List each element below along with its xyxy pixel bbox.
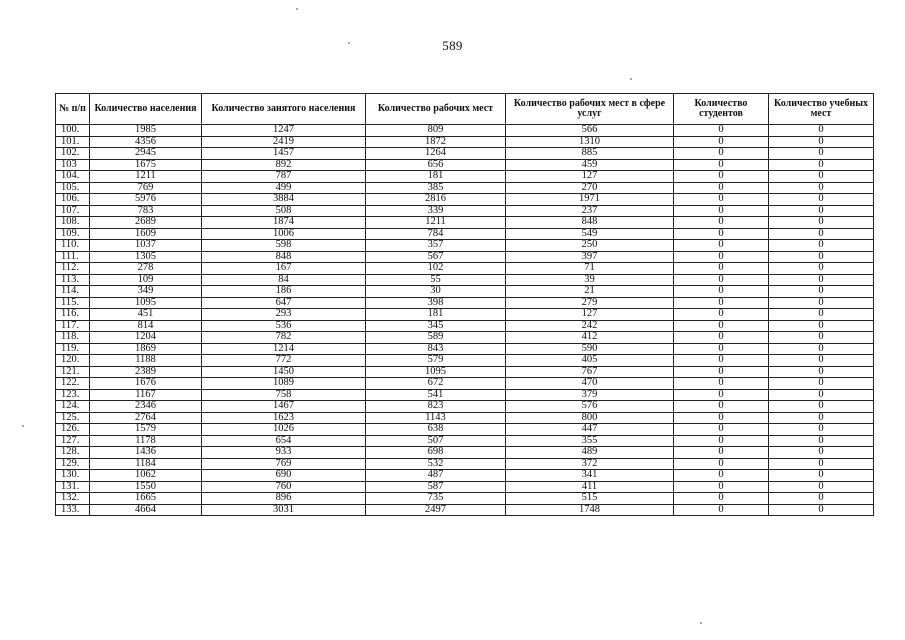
table-row: [56, 424, 874, 436]
row-number-cell: 106.: [56, 194, 90, 206]
row-number-cell: 125.: [56, 412, 90, 424]
scan-speck: [348, 42, 350, 44]
table-row: [56, 332, 874, 344]
table-cell: 0: [769, 320, 874, 332]
row-number-cell: 119.: [56, 343, 90, 355]
table-cell: 590: [506, 343, 674, 355]
table-cell: 0: [769, 343, 874, 355]
table-cell: 1095: [90, 297, 202, 309]
table-cell: 0: [674, 297, 769, 309]
table-cell: 783: [90, 205, 202, 217]
table-cell: 489: [506, 447, 674, 459]
row-number-cell: 126.: [56, 424, 90, 436]
row-number-cell: 115.: [56, 297, 90, 309]
table-cell: 0: [769, 401, 874, 413]
table-cell: 598: [202, 240, 366, 252]
table-cell: 0: [674, 504, 769, 516]
table-cell: 782: [202, 332, 366, 344]
table-cell: 698: [366, 447, 506, 459]
table-cell: 0: [769, 493, 874, 505]
row-number-cell: 111.: [56, 251, 90, 263]
table-cell: 385: [366, 182, 506, 194]
table-cell: 167: [202, 263, 366, 275]
table-cell: 0: [674, 481, 769, 493]
table-row: [56, 389, 874, 401]
table-cell: 2419: [202, 136, 366, 148]
table-cell: 1748: [506, 504, 674, 516]
table-cell: 39: [506, 274, 674, 286]
table-cell: 0: [674, 217, 769, 229]
table-cell: 1467: [202, 401, 366, 413]
table-cell: 0: [769, 217, 874, 229]
table-cell: 0: [769, 251, 874, 263]
row-number-cell: 120.: [56, 355, 90, 367]
table-cell: 0: [674, 309, 769, 321]
scan-speck: [22, 425, 24, 427]
table-cell: 102: [366, 263, 506, 275]
row-number-cell: 123.: [56, 389, 90, 401]
table-cell: 84: [202, 274, 366, 286]
table-cell: 0: [769, 263, 874, 275]
table-row: [56, 412, 874, 424]
table-cell: 2346: [90, 401, 202, 413]
page-number: 589: [442, 38, 463, 53]
table-cell: 896: [202, 493, 366, 505]
table-cell: 0: [769, 366, 874, 378]
table-row: [56, 366, 874, 378]
row-number-cell: 129.: [56, 458, 90, 470]
table-cell: 1872: [366, 136, 506, 148]
table-row: [56, 504, 874, 516]
table-cell: 109: [90, 274, 202, 286]
table-cell: 2389: [90, 366, 202, 378]
table-cell: 0: [769, 481, 874, 493]
table-cell: 0: [674, 412, 769, 424]
table-cell: 638: [366, 424, 506, 436]
table-cell: 589: [366, 332, 506, 344]
row-number-cell: 110.: [56, 240, 90, 252]
table-cell: 0: [769, 389, 874, 401]
table-cell: 885: [506, 148, 674, 160]
table-cell: 71: [506, 263, 674, 275]
table-cell: 278: [90, 263, 202, 275]
table-cell: 0: [769, 136, 874, 148]
table-cell: 515: [506, 493, 674, 505]
table-cell: 242: [506, 320, 674, 332]
row-number-cell: 112.: [56, 263, 90, 275]
data-table: [55, 93, 874, 516]
table-cell: 541: [366, 389, 506, 401]
table-row: [56, 435, 874, 447]
table-cell: 2945: [90, 148, 202, 160]
table-cell: 0: [674, 470, 769, 482]
table-cell: 892: [202, 159, 366, 171]
table-cell: 1436: [90, 447, 202, 459]
column-header: Количество населения: [90, 94, 202, 125]
table-cell: 250: [506, 240, 674, 252]
table-cell: 0: [769, 159, 874, 171]
table-cell: 0: [769, 205, 874, 217]
table-row: [56, 217, 874, 229]
table-cell: 672: [366, 378, 506, 390]
table-cell: 0: [674, 251, 769, 263]
table-cell: 1178: [90, 435, 202, 447]
table-cell: 654: [202, 435, 366, 447]
table-cell: 181: [366, 309, 506, 321]
table-cell: 357: [366, 240, 506, 252]
table-cell: 0: [674, 320, 769, 332]
table-cell: 459: [506, 159, 674, 171]
table-cell: 567: [366, 251, 506, 263]
table-cell: 1167: [90, 389, 202, 401]
table-row: [56, 205, 874, 217]
table-cell: 411: [506, 481, 674, 493]
table-cell: 237: [506, 205, 674, 217]
table-cell: 293: [202, 309, 366, 321]
table-cell: 127: [506, 171, 674, 183]
table-cell: 0: [674, 355, 769, 367]
table-cell: 566: [506, 125, 674, 137]
table-cell: 508: [202, 205, 366, 217]
table-cell: 532: [366, 458, 506, 470]
table-row: [56, 182, 874, 194]
table-row: [56, 194, 874, 206]
table-cell: 549: [506, 228, 674, 240]
table-cell: 536: [202, 320, 366, 332]
table-cell: 576: [506, 401, 674, 413]
table-cell: 823: [366, 401, 506, 413]
table-cell: 0: [769, 194, 874, 206]
table-cell: 1037: [90, 240, 202, 252]
row-number-cell: 113.: [56, 274, 90, 286]
table-cell: 0: [674, 274, 769, 286]
table-cell: 451: [90, 309, 202, 321]
table-cell: 181: [366, 171, 506, 183]
table-cell: 0: [674, 171, 769, 183]
row-number-cell: 108.: [56, 217, 90, 229]
scan-speck: [296, 8, 298, 10]
table-row: [56, 297, 874, 309]
table-cell: 0: [769, 458, 874, 470]
table-row: [56, 355, 874, 367]
column-header: Количество студентов: [674, 94, 769, 125]
table-cell: 127: [506, 309, 674, 321]
table-cell: 30: [366, 286, 506, 298]
table-cell: 0: [674, 148, 769, 160]
table-cell: 0: [769, 378, 874, 390]
table-cell: 470: [506, 378, 674, 390]
table-cell: 0: [674, 263, 769, 275]
table-row: [56, 263, 874, 275]
table-row: [56, 343, 874, 355]
table-cell: 2816: [366, 194, 506, 206]
table-cell: 0: [769, 228, 874, 240]
table-cell: 647: [202, 297, 366, 309]
table-cell: 579: [366, 355, 506, 367]
table-cell: 3031: [202, 504, 366, 516]
table-cell: 0: [769, 435, 874, 447]
table-row: [56, 159, 874, 171]
table-cell: 0: [674, 136, 769, 148]
table-row: [56, 493, 874, 505]
table-row: [56, 378, 874, 390]
table-cell: 772: [202, 355, 366, 367]
column-header: Количество рабочих мест: [366, 94, 506, 125]
table-cell: 1184: [90, 458, 202, 470]
table-cell: 21: [506, 286, 674, 298]
table-cell: 1310: [506, 136, 674, 148]
table-row: [56, 228, 874, 240]
table-cell: 0: [674, 286, 769, 298]
table-cell: 1305: [90, 251, 202, 263]
table-cell: 0: [769, 504, 874, 516]
table-cell: 270: [506, 182, 674, 194]
table-cell: 690: [202, 470, 366, 482]
table-cell: 1062: [90, 470, 202, 482]
table-cell: 0: [674, 458, 769, 470]
row-number-cell: 100.: [56, 125, 90, 137]
table-cell: 0: [674, 205, 769, 217]
table-cell: 800: [506, 412, 674, 424]
table-row: [56, 251, 874, 263]
table-cell: 758: [202, 389, 366, 401]
table-cell: 186: [202, 286, 366, 298]
table-cell: 0: [674, 194, 769, 206]
table-cell: 769: [90, 182, 202, 194]
table-row: [56, 481, 874, 493]
table-cell: 1095: [366, 366, 506, 378]
table-cell: 809: [366, 125, 506, 137]
table-cell: 349: [90, 286, 202, 298]
table-cell: 345: [366, 320, 506, 332]
table-cell: 0: [674, 493, 769, 505]
table-cell: 4356: [90, 136, 202, 148]
table-row: [56, 286, 874, 298]
table-row: [56, 136, 874, 148]
table-cell: 1211: [90, 171, 202, 183]
row-number-cell: 128.: [56, 447, 90, 459]
table-cell: 0: [769, 182, 874, 194]
table-cell: 1675: [90, 159, 202, 171]
table-cell: 767: [506, 366, 674, 378]
table-cell: 760: [202, 481, 366, 493]
table-cell: 0: [674, 182, 769, 194]
table-cell: 0: [674, 228, 769, 240]
table-cell: 1006: [202, 228, 366, 240]
row-number-cell: 130.: [56, 470, 90, 482]
table-cell: 1143: [366, 412, 506, 424]
table-row: [56, 320, 874, 332]
table-cell: 0: [674, 447, 769, 459]
row-number-cell: 118.: [56, 332, 90, 344]
table-cell: 0: [674, 424, 769, 436]
table-cell: 1211: [366, 217, 506, 229]
table-cell: 1665: [90, 493, 202, 505]
table-cell: 1874: [202, 217, 366, 229]
table-body: [56, 125, 874, 516]
table-cell: 0: [769, 286, 874, 298]
table-cell: 4664: [90, 504, 202, 516]
table-cell: 405: [506, 355, 674, 367]
table-row: [56, 148, 874, 160]
table-cell: 0: [769, 240, 874, 252]
table-cell: 1214: [202, 343, 366, 355]
table-cell: 787: [202, 171, 366, 183]
table-cell: 1450: [202, 366, 366, 378]
table-cell: 933: [202, 447, 366, 459]
table-cell: 814: [90, 320, 202, 332]
table-cell: 0: [769, 171, 874, 183]
row-number-cell: 127.: [56, 435, 90, 447]
table-cell: 0: [674, 240, 769, 252]
table-cell: 1623: [202, 412, 366, 424]
table-cell: 372: [506, 458, 674, 470]
row-number-cell: 132.: [56, 493, 90, 505]
table-cell: 447: [506, 424, 674, 436]
header-row: [56, 94, 874, 125]
table-cell: 55: [366, 274, 506, 286]
table-row: [56, 458, 874, 470]
table-cell: 1985: [90, 125, 202, 137]
row-number-cell: 102.: [56, 148, 90, 160]
table-cell: 0: [769, 148, 874, 160]
table-row: [56, 447, 874, 459]
table-cell: 0: [674, 125, 769, 137]
column-header: Количество занятого населения: [202, 94, 366, 125]
row-number-cell: 133.: [56, 504, 90, 516]
table-cell: 1676: [90, 378, 202, 390]
table-cell: 499: [202, 182, 366, 194]
table-cell: 1204: [90, 332, 202, 344]
table-cell: 784: [366, 228, 506, 240]
row-number-cell: 117.: [56, 320, 90, 332]
table-cell: 656: [366, 159, 506, 171]
row-number-cell: 131.: [56, 481, 90, 493]
scan-speck: [700, 622, 702, 624]
table-cell: 843: [366, 343, 506, 355]
table-cell: 1550: [90, 481, 202, 493]
table-cell: 0: [674, 343, 769, 355]
table-row: [56, 470, 874, 482]
table-row: [56, 240, 874, 252]
table-cell: 0: [674, 366, 769, 378]
table-cell: 735: [366, 493, 506, 505]
table-cell: 1869: [90, 343, 202, 355]
table-row: [56, 125, 874, 137]
table-row: [56, 309, 874, 321]
table-cell: 379: [506, 389, 674, 401]
table-cell: 412: [506, 332, 674, 344]
table-cell: 1264: [366, 148, 506, 160]
row-number-cell: 116.: [56, 309, 90, 321]
row-number-cell: 105.: [56, 182, 90, 194]
row-number-cell: 124.: [56, 401, 90, 413]
table-cell: 848: [506, 217, 674, 229]
table-cell: 0: [674, 389, 769, 401]
scan-speck: [630, 78, 632, 80]
table-cell: 1609: [90, 228, 202, 240]
table-cell: 0: [674, 159, 769, 171]
row-number-cell: 109.: [56, 228, 90, 240]
table-cell: 0: [769, 447, 874, 459]
row-number-cell: 121.: [56, 366, 90, 378]
table-cell: 0: [674, 401, 769, 413]
table-cell: 1579: [90, 424, 202, 436]
table-cell: 279: [506, 297, 674, 309]
table-cell: 339: [366, 205, 506, 217]
table-row: [56, 401, 874, 413]
table-cell: 507: [366, 435, 506, 447]
table-header: [56, 94, 874, 125]
table-cell: 2764: [90, 412, 202, 424]
table-cell: 1026: [202, 424, 366, 436]
table-cell: 397: [506, 251, 674, 263]
table-cell: 0: [674, 378, 769, 390]
table-row: [56, 274, 874, 286]
table-cell: 769: [202, 458, 366, 470]
column-header: Количество рабочих мест в сфере услуг: [506, 94, 674, 125]
table-row: [56, 171, 874, 183]
row-number-cell: 122.: [56, 378, 90, 390]
table-cell: 0: [674, 435, 769, 447]
row-number-cell: 101.: [56, 136, 90, 148]
table-cell: 1971: [506, 194, 674, 206]
table-cell: 0: [674, 332, 769, 344]
table-cell: 0: [769, 424, 874, 436]
table-cell: 341: [506, 470, 674, 482]
table-cell: 0: [769, 355, 874, 367]
table-cell: 0: [769, 297, 874, 309]
table-cell: 1089: [202, 378, 366, 390]
column-header: Количество учебных мест: [769, 94, 874, 125]
table-cell: 487: [366, 470, 506, 482]
table-cell: 2497: [366, 504, 506, 516]
table-cell: 0: [769, 412, 874, 424]
column-header: № п/п: [56, 94, 90, 125]
table-cell: 355: [506, 435, 674, 447]
table-cell: 398: [366, 297, 506, 309]
table-cell: 0: [769, 125, 874, 137]
row-number-cell: 114.: [56, 286, 90, 298]
table-cell: 5976: [90, 194, 202, 206]
table-cell: 1457: [202, 148, 366, 160]
row-number-cell: 104.: [56, 171, 90, 183]
table-cell: 0: [769, 470, 874, 482]
table-cell: 3884: [202, 194, 366, 206]
table-cell: 0: [769, 274, 874, 286]
table-cell: 848: [202, 251, 366, 263]
table-cell: 1247: [202, 125, 366, 137]
table-cell: 1188: [90, 355, 202, 367]
table-cell: 587: [366, 481, 506, 493]
row-number-cell: 107.: [56, 205, 90, 217]
table-cell: 2689: [90, 217, 202, 229]
table-cell: 0: [769, 332, 874, 344]
row-number-cell: 103: [56, 159, 90, 171]
table-cell: 0: [769, 309, 874, 321]
